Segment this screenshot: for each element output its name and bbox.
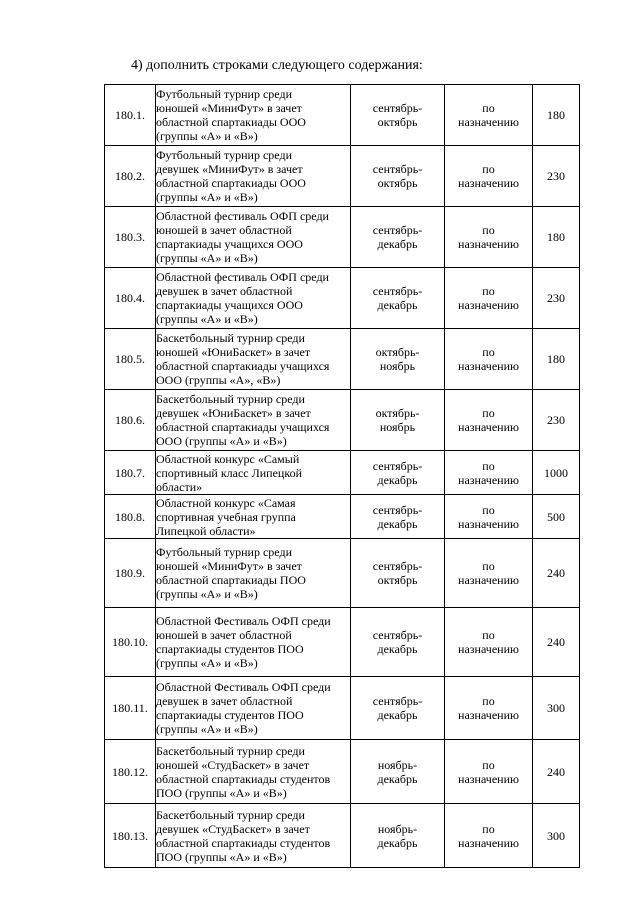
event-amount: 180 <box>533 329 580 390</box>
row-number: 180.4. <box>105 268 156 329</box>
event-purpose: по назначению <box>445 740 533 804</box>
event-name: Футбольный турнир среди юношей «МиниФут» в зачет областной спартакиады ООО (группы «А» и «В») <box>156 85 351 146</box>
row-number: 180.10. <box>105 608 156 677</box>
event-name: Футбольный турнир среди юношей «МиниФут» в зачет областной спартакиады ПОО (группы «А» и «В») <box>156 539 351 608</box>
row-number: 180.9. <box>105 539 156 608</box>
row-number: 180.1. <box>105 85 156 146</box>
row-number: 180.6. <box>105 390 156 451</box>
event-period: сентябрь- декабрь <box>351 495 445 539</box>
event-purpose: по назначению <box>445 146 533 207</box>
row-number: 180.7. <box>105 451 156 495</box>
table-row <box>105 85 580 146</box>
event-name: Баскетбольный турнир среди девушек «ЮниБаскет» в зачет областной спартакиады учащихся ООО (группы «А» и «В») <box>156 390 351 451</box>
event-period: сентябрь- декабрь <box>351 608 445 677</box>
row-number: 180.2. <box>105 146 156 207</box>
event-amount: 240 <box>533 608 580 677</box>
section-heading: 4) дополнить строками следующего содержания: <box>131 58 423 73</box>
event-name: Областной Фестиваль ОФП среди девушек в зачет областной спартакиады студентов ПОО (группы «А» и «В») <box>156 677 351 740</box>
table-row <box>105 268 580 329</box>
event-name: Областной Фестиваль ОФП среди юношей в зачет областной спартакиады студентов ПОО (группы «А» и «В») <box>156 608 351 677</box>
event-period: сентябрь- декабрь <box>351 268 445 329</box>
row-number: 180.5. <box>105 329 156 390</box>
row-number: 180.13. <box>105 804 156 868</box>
event-purpose: по назначению <box>445 539 533 608</box>
event-period: октябрь- ноябрь <box>351 390 445 451</box>
event-amount: 240 <box>533 740 580 804</box>
events-table <box>104 84 580 868</box>
event-amount: 180 <box>533 207 580 268</box>
event-amount: 500 <box>533 495 580 539</box>
table-row <box>105 804 580 868</box>
event-purpose: по назначению <box>445 207 533 268</box>
event-purpose: по назначению <box>445 329 533 390</box>
event-name: Областной фестиваль ОФП среди юношей в зачет областной спартакиады учащихся ООО (группы «А» и «В») <box>156 207 351 268</box>
event-name: Баскетбольный турнир среди девушек «СтудБаскет» в зачет областной спартакиады студентов ПОО (группы «А» и «В») <box>156 804 351 868</box>
event-amount: 230 <box>533 146 580 207</box>
event-amount: 180 <box>533 85 580 146</box>
event-period: сентябрь- октябрь <box>351 146 445 207</box>
event-period: сентябрь- декабрь <box>351 677 445 740</box>
event-purpose: по назначению <box>445 608 533 677</box>
event-name: Баскетбольный турнир среди юношей «ЮниБаскет» в зачет областной спартакиады учащихся ООО (группы «А», «В») <box>156 329 351 390</box>
event-amount: 240 <box>533 539 580 608</box>
event-period: ноябрь- декабрь <box>351 740 445 804</box>
event-purpose: по назначению <box>445 85 533 146</box>
row-number: 180.12. <box>105 740 156 804</box>
row-number: 180.3. <box>105 207 156 268</box>
event-name: Областной конкурс «Самый спортивный класс Липецкой области» <box>156 451 351 495</box>
event-purpose: по назначению <box>445 390 533 451</box>
row-number: 180.8. <box>105 495 156 539</box>
events-table-body <box>105 85 580 868</box>
event-purpose: по назначению <box>445 495 533 539</box>
event-period: сентябрь- октябрь <box>351 85 445 146</box>
event-name: Областной фестиваль ОФП среди девушек в зачет областной спартакиады учащихся ООО (группы «А» и «В») <box>156 268 351 329</box>
table-row <box>105 451 580 495</box>
table-row <box>105 608 580 677</box>
event-purpose: по назначению <box>445 451 533 495</box>
event-period: сентябрь- октябрь <box>351 539 445 608</box>
table-row <box>105 539 580 608</box>
table-row <box>105 740 580 804</box>
event-period: сентябрь- декабрь <box>351 451 445 495</box>
event-purpose: по назначению <box>445 268 533 329</box>
event-amount: 300 <box>533 804 580 868</box>
table-row <box>105 146 580 207</box>
event-purpose: по назначению <box>445 677 533 740</box>
event-name: Футбольный турнир среди девушек «МиниФут» в зачет областной спартакиады ООО (группы «А» и «В») <box>156 146 351 207</box>
row-number: 180.11. <box>105 677 156 740</box>
table-row <box>105 390 580 451</box>
event-amount: 300 <box>533 677 580 740</box>
event-period: октябрь- ноябрь <box>351 329 445 390</box>
table-row <box>105 495 580 539</box>
event-amount: 230 <box>533 390 580 451</box>
event-name: Баскетбольный турнир среди юношей «СтудБаскет» в зачет областной спартакиады студентов ПОО (группы «А» и «В») <box>156 740 351 804</box>
table-row <box>105 329 580 390</box>
event-purpose: по назначению <box>445 804 533 868</box>
event-period: ноябрь- декабрь <box>351 804 445 868</box>
table-row <box>105 207 580 268</box>
event-amount: 230 <box>533 268 580 329</box>
event-amount: 1000 <box>533 451 580 495</box>
event-name: Областной конкурс «Самая спортивная учебная группа Липецкой области» <box>156 495 351 539</box>
event-period: сентябрь- декабрь <box>351 207 445 268</box>
table-row <box>105 677 580 740</box>
